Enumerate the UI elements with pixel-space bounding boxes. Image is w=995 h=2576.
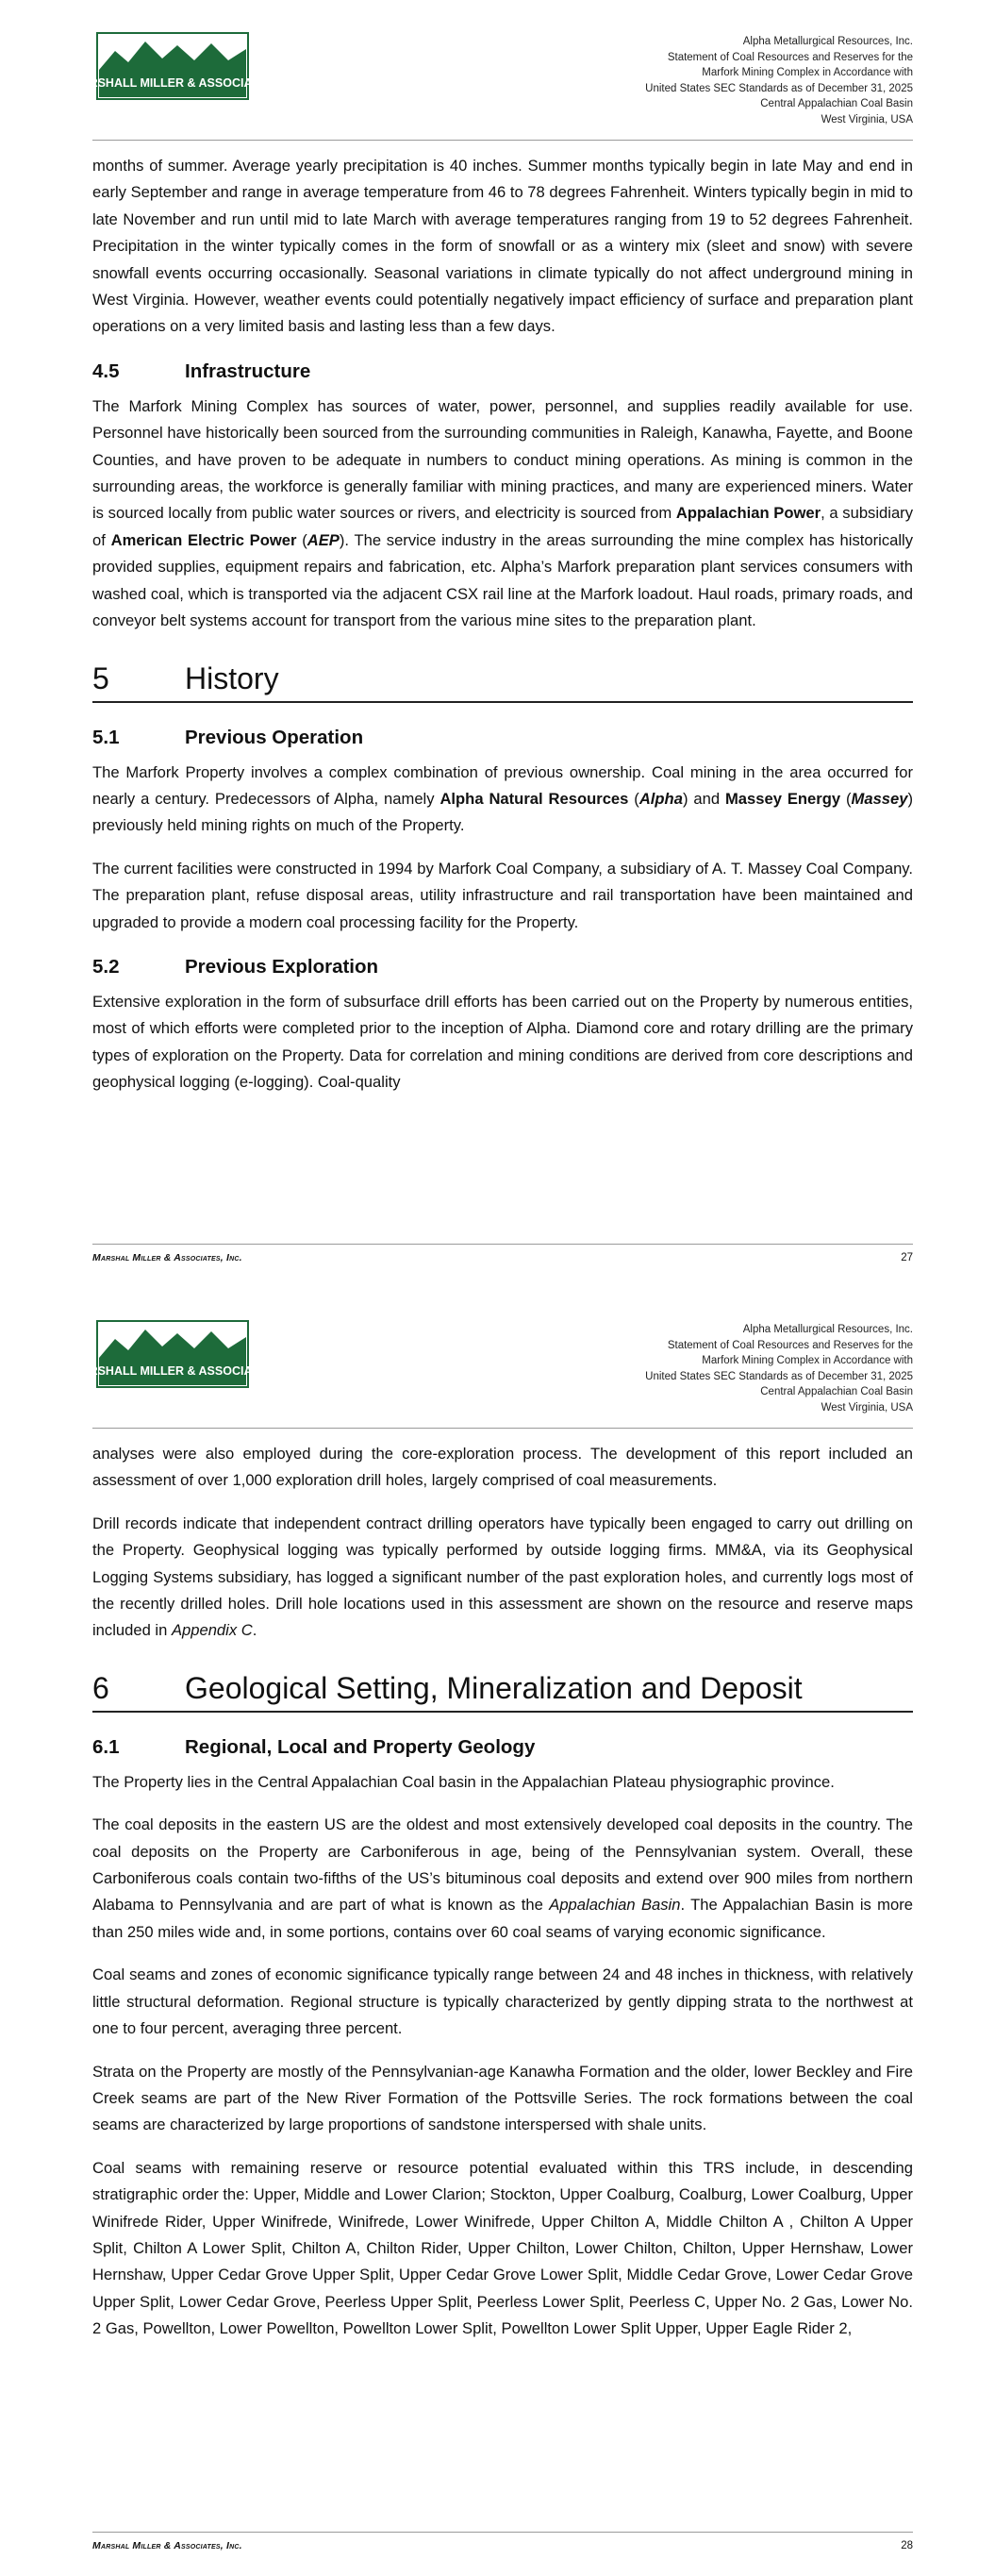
- section-number: 6.1: [92, 1735, 120, 1758]
- header-line: United States SEC Standards as of December 31, 2025: [645, 1370, 913, 1382]
- bold-italic-run: Alpha: [638, 789, 683, 808]
- paragraph-basin: The Property lies in the Central Appalachian Coal basin in the Appalachian Plateau physiographic province.: [92, 1772, 835, 1791]
- text-run: Drill records indicate that independent contract drilling operators have typically been engaged to carry out drilling on the Property. Geophysical logging was typically performed by outside logging firms. MM&A, via its Geophysical Logging Systems subsidiary, has logged a significant number of the past exploration holes, and currently logs most of the recently drilled holes. Drill hole locations used in this assessment are shown on the resource and reserve maps included in: [92, 1514, 913, 1640]
- text-run: (: [840, 789, 852, 808]
- bold-run: Massey Energy: [724, 789, 841, 808]
- section-title: Geological Setting, Mineralization and Deposit: [185, 1670, 803, 1705]
- text-run: The coal deposits in the eastern US are the oldest and most extensively developed coal deposits in the country. The coal deposits on the Property are Carboniferous in age, being of the Pennsylvanian system. Overall, these Carboniferous coals contain two-fifths of the US’s bituminous coal deposits and extend over 900 miles from northern Alabama to Pennsylvania and are part of what is known as the: [92, 1815, 913, 1915]
- section-number: 6: [92, 1670, 109, 1705]
- paragraph-previous-operation: [92, 760, 913, 840]
- header-line: Marfork Mining Complex in Accordance with: [702, 1355, 913, 1366]
- header-line: Statement of Coal Resources and Reserves for the: [667, 51, 913, 63]
- paragraph-seam-list: Coal seams with remaining reserve or resource potential evaluated within this TRS include, in descending stratigraphic order the: Upper, Middle and Lower Clarion; Stockton, Upper Coalburg, Coalburg, Lower Coalburg, Upper Winifrede Rider, Upper Winifrede, Winifrede, Lower Winifrede, Upper Chilton A, Middle Chilton A , Chilton A Upper Split, Chilton A Lower Split, Chilton A, Chilton Rider, Upper Chilton, Lower Chilton, Chilton, Upper Hernshaw, Lower Hernshaw, Upper Cedar Grove Upper Split, Upper Cedar Grove Lower Split, Middle Cedar Grove, Lower Cedar Grove Upper Split, Lower Cedar Grove, Peerless Upper Split, Peerless Lower Split, Peerless C, Upper No. 2 Gas, Lower No. 2 Gas, Powellton, Lower Powellton, Powellton Lower Split, Powellton Lower Split Upper, Upper Eagle Rider 2,: [92, 2158, 913, 2338]
- text-run: . The Appalachian Basin is more than 250 miles wide and, in some portions, contains over 60 coal seams of varying economic significance.: [92, 1896, 913, 1941]
- document-page-28: [0, 1288, 995, 2576]
- page-number: 28: [901, 2540, 913, 2551]
- paragraph-coal-seams: Coal seams and zones of economic significance typically range between 24 and 48 inches in thickness, with relatively little structural deformation. Regional structure is typically characterized by gently dipping strata to the northwest at one to four percent, averaging three percent.: [92, 1965, 913, 2038]
- page-footer: [92, 1244, 913, 1271]
- bold-run: American Electric Power: [110, 530, 297, 549]
- paragraph-strata: Strata on the Property are mostly of the Pennsylvanian-age Kanawha Formation and the older, lower Beckley and Fire Creek seams are part of the New River Formation of the Pottsville Series. The rock formations between the coal seams are characterized by large proportions of sandstone interspersed with shale units.: [92, 2062, 913, 2134]
- section-title: History: [185, 661, 279, 695]
- section-title: Regional, Local and Property Geology: [185, 1735, 536, 1758]
- header-line: Alpha Metallurgical Resources, Inc.: [742, 1324, 913, 1335]
- section-title: Previous Operation: [185, 726, 364, 748]
- paragraph-climate: months of summer. Average yearly precipitation is 40 inches. Summer months typically begin in late May and end in early September and range in average temperature from 46 to 78 degrees Fahrenheit. Winters typically begin in mid to late November and run until mid to late March with average temperatures ranging from 19 to 52 degrees Fahrenheit. Precipitation in the winter typically comes in the form of snowfall or as a wintery mix (sleet and snow) with severe snowfall events occurring occasionally. Seasonal variations in climate typically do not affect underground mining in West Virginia. However, weather events could potentially negatively impact efficiency of surface and preparation plant operations on a very limited basis and lasting less than a few days.: [92, 157, 913, 336]
- company-logo: [71, 32, 274, 100]
- page-footer: [92, 2532, 913, 2559]
- paragraph-facilities: The current facilities were constructed in 1994 by Marfork Coal Company, a subsidiary of A. T. Massey Coal Company. The preparation plant, refuse disposal areas, utility infrastructure and rail transportation have been maintained and upgraded to provide a modern coal processing facility for the Property.: [92, 859, 913, 931]
- header-line: Alpha Metallurgical Resources, Inc.: [742, 36, 913, 47]
- header-line: Central Appalachian Coal Basin: [760, 98, 913, 109]
- logo-text: MARSHALL MILLER & ASSOCIATES: [71, 76, 274, 90]
- text-run: The Marfork Mining Complex has sources of water, power, personnel, and supplies readily available for use. Personnel have historically been sourced from the surrounding communities in Raleigh, Kanawha, Fayette, and Boone Counties, and have proven to be adequate in numbers to conduct mining operations. As mining is common in the surrounding areas, the workforce is generally familiar with mining practices, and many are experienced miners. Water is sourced locally from public water sources or rivers, and electricity is sourced from: [92, 396, 913, 523]
- heading-6-1: [92, 1733, 913, 1762]
- logo-text: MARSHALL MILLER & ASSOCIATES: [71, 1364, 274, 1378]
- header-line: United States SEC Standards as of December 31, 2025: [645, 82, 913, 94]
- page-body: [92, 153, 913, 1112]
- heading-5: [92, 658, 913, 703]
- section-title: Previous Exploration: [185, 955, 379, 978]
- section-number: 5: [92, 661, 109, 695]
- text-run: ) previously held mining rights on much of the Property.: [92, 789, 914, 835]
- paragraph-analyses: analyses were also employed during the core-exploration process. The development of this report included an assessment of over 1,000 exploration drill holes, largely comprised of coal measurements.: [92, 1445, 913, 1490]
- section-number: 5.2: [92, 955, 120, 978]
- bold-run: Appalachian Power: [675, 504, 821, 523]
- page-header: [71, 28, 913, 141]
- paragraph-drill-records: [92, 1511, 913, 1645]
- header-title-block: [517, 34, 913, 127]
- company-logo: [71, 1320, 274, 1388]
- text-run: .: [252, 1621, 257, 1640]
- italic-run: Appalachian Basin: [549, 1896, 681, 1915]
- heading-5-2: [92, 953, 913, 981]
- heading-4-5: [92, 358, 913, 386]
- text-run: , a subsidiary of: [92, 504, 913, 549]
- header-title-block: [517, 1322, 913, 1415]
- text-run: (: [628, 789, 639, 808]
- section-title: Infrastructure: [185, 360, 311, 382]
- header-line: Marfork Mining Complex in Accordance with: [702, 67, 913, 78]
- paragraph-previous-exploration: Extensive exploration in the form of subsurface drill efforts has been carried out on the Property by numerous entities, most of which efforts were completed prior to the inception of Alpha. Diamond core and rotary drilling are the primary types of exploration on the Property. Data for correlation and mining conditions are derived from core descriptions and geophysical logging (e-logging). Coal-quality: [92, 992, 913, 1092]
- footer-firm: Marshal Miller & Associates, Inc.: [92, 2540, 242, 2551]
- header-line: West Virginia, USA: [821, 1401, 913, 1413]
- paragraph-infrastructure: [92, 393, 913, 635]
- section-number: 4.5: [92, 360, 120, 382]
- bold-italic-run: AEP: [307, 530, 340, 549]
- header-line: West Virginia, USA: [821, 113, 913, 125]
- text-run: (: [296, 530, 307, 549]
- page-number: 27: [901, 1252, 913, 1263]
- paragraph-coal-deposits: [92, 1812, 913, 1946]
- header-line: Statement of Coal Resources and Reserves for the: [667, 1339, 913, 1351]
- footer-firm: Marshal Miller & Associates, Inc.: [92, 1252, 242, 1263]
- italic-run: Appendix C: [171, 1621, 253, 1640]
- bold-run: Alpha Natural Resources: [439, 789, 629, 808]
- text-run: ). The service industry in the areas surrounding the mine complex has historically provided supplies, equipment repairs and fabrication, etc. Alpha’s Marfork preparation plant services consumers with washed coal, which is transported via the adjacent CSX rail line at the Marfork loadout. Haul roads, primary roads, and conveyor belt systems account for transport from the various mine sites to the preparation plant.: [92, 530, 914, 630]
- header-line: Central Appalachian Coal Basin: [760, 1386, 913, 1397]
- text-run: The Marfork Property involves a complex combination of previous ownership. Coal mining in the area occurred for nearly a century. Predecessors of Alpha, namely: [92, 762, 913, 808]
- text-run: ) and: [682, 789, 725, 808]
- bold-italic-run: Massey: [851, 789, 908, 808]
- section-number: 5.1: [92, 726, 120, 748]
- page-header: [71, 1316, 913, 1429]
- page-body: [92, 1441, 913, 2359]
- heading-6: [92, 1667, 913, 1713]
- heading-5-1: [92, 724, 913, 752]
